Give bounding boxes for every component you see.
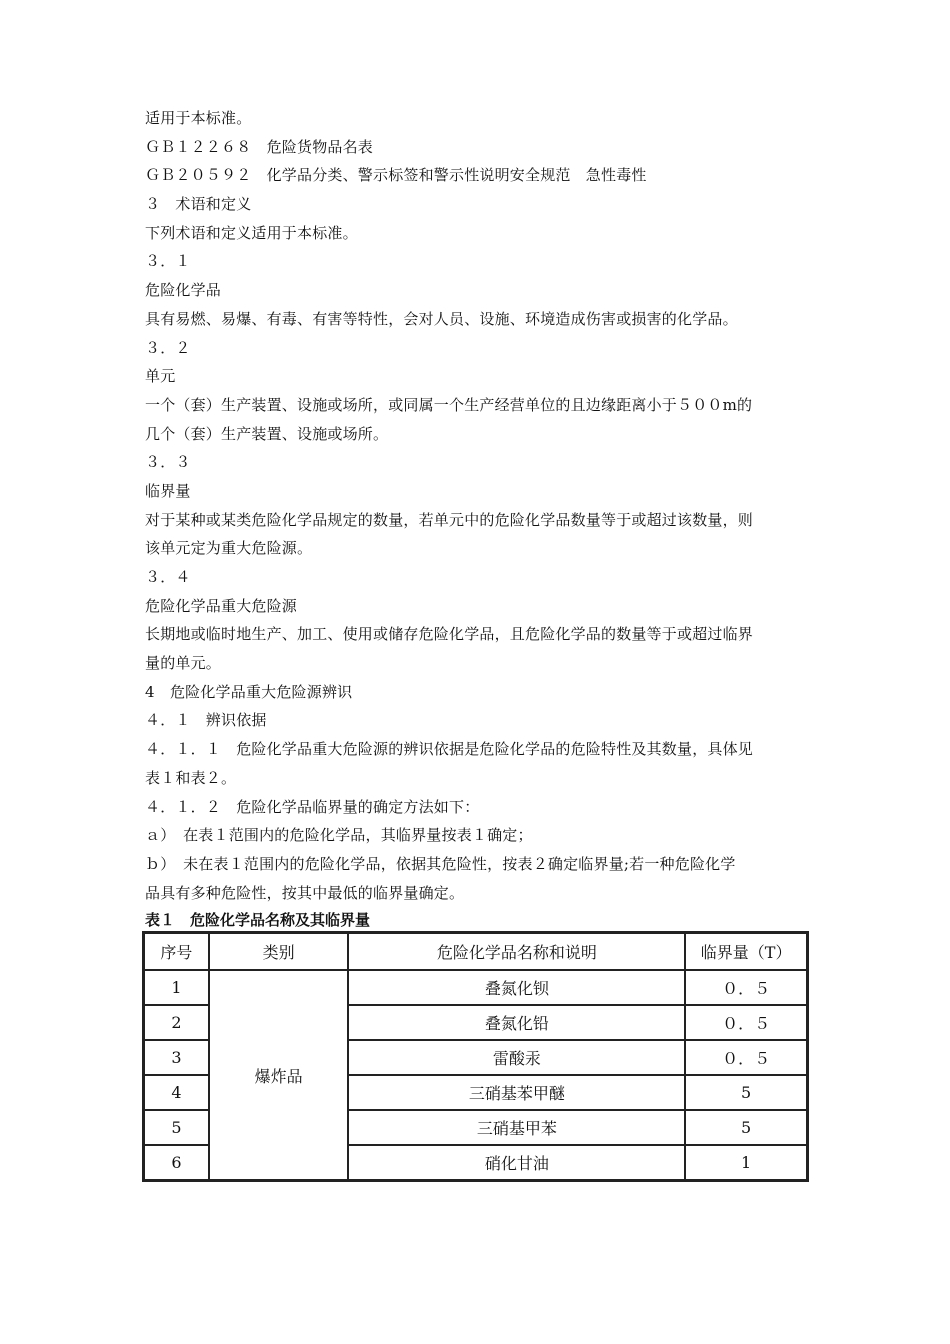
row-number-cell: 6 [144, 1145, 209, 1180]
section-heading: ３ 术语和定义 [145, 195, 252, 214]
term: 临界量 [145, 481, 191, 500]
quantity-cell: ０．５ [685, 1005, 807, 1040]
chemical-name-cell: 叠氮化铅 [348, 1005, 685, 1040]
chemical-name-cell: 叠氮化钡 [348, 970, 685, 1005]
table-row [144, 970, 807, 1005]
term: 单元 [145, 367, 176, 386]
quantity-cell: ０．５ [685, 1040, 807, 1075]
text-line: 该单元定为重大危险源。 [145, 539, 313, 558]
header-cell: 临界量（T） [685, 933, 807, 970]
text-line: ４．１．２ 危险化学品临界量的确定方法如下： [145, 797, 480, 816]
text-line: 长期地或临时地生产、加工、使用或储存危险化学品，且危险化学品的数量等于或超过临界 [145, 625, 754, 644]
text-line: 几个（套）生产装置、设施或场所。 [145, 424, 389, 443]
text-line: ＧＢ１２２６８ 危险货物品名表 [145, 137, 374, 156]
text-line: 具有易燃、易爆、有毒、有害等特性，会对人员、设施、环境造成伤害或损害的化学品。 [145, 309, 738, 328]
row-number-cell: 1 [144, 970, 209, 1005]
category-cell: 爆炸品 [209, 970, 349, 1180]
table-header-row [144, 933, 807, 970]
term: 危险化学品重大危险源 [145, 596, 298, 615]
clause-number: ３．４ [145, 568, 191, 586]
text-line: ４．１．１ 危险化学品重大危险源的辨识依据是危险化学品的危险特性及其数量，具体见 [145, 740, 754, 759]
list-item: ｂ） 未在表１范围内的危险化学品，依据其危险性，按表２确定临界量;若一种危险化学 [145, 854, 736, 873]
text-line: 下列术语和定义适用于本标准。 [145, 223, 358, 242]
quantity-cell: 1 [685, 1145, 807, 1180]
clause-number: ３．２ [145, 338, 191, 357]
text-line: ＧＢ２０５９２ 化学品分类、警示标签和警示性说明安全规范 急性毒性 [145, 166, 647, 185]
chemical-name-cell: 三硝基苯甲醚 [348, 1075, 685, 1110]
subsection-heading: ４．１ 辨识依据 [145, 711, 267, 730]
term: 危险化学品 [145, 281, 222, 300]
row-number-cell: 5 [144, 1110, 209, 1145]
document-body [145, 104, 815, 931]
critical-quantity-table [142, 931, 809, 1182]
quantity-cell: ０．５ [685, 970, 807, 1005]
text-line: 一个（套）生产装置、设施或场所，或同属一个生产经营单位的且边缘距离小于５００m的 [145, 395, 753, 414]
chemical-name-cell: 三硝基甲苯 [348, 1110, 685, 1145]
clause-number: ３．１ [145, 252, 191, 271]
text-line: 量的单元。 [145, 654, 222, 673]
clause-number: ３．３ [145, 453, 191, 472]
chemical-name-cell: 硝化甘油 [348, 1145, 685, 1180]
list-item: ａ） 在表１范围内的危险化学品，其临界量按表１确定； [145, 826, 533, 845]
list-item: 品具有多种危险性，按其中最低的临界量确定。 [145, 883, 465, 902]
row-number-cell: 4 [144, 1075, 209, 1110]
table-caption: 表１ 危险化学品名称及其临界量 [145, 911, 371, 930]
chemical-name-cell: 雷酸汞 [348, 1040, 685, 1075]
quantity-cell: 5 [685, 1075, 807, 1110]
header-cell: 危险化学品名称和说明 [348, 933, 685, 970]
text-line: 对于某种或某类危险化学品规定的数量，若单元中的危险化学品数量等于或超过该数量，则 [145, 510, 754, 529]
row-number-cell: 3 [144, 1040, 209, 1075]
header-cell: 类别 [209, 933, 349, 970]
text-line: 适用于本标准。 [145, 109, 252, 127]
header-cell: 序号 [144, 933, 209, 970]
row-number-cell: 2 [144, 1005, 209, 1040]
quantity-cell: 5 [685, 1110, 807, 1145]
section-heading: 4 危险化学品重大危险源辨识 [145, 682, 353, 701]
text-line: 表１和表２。 [145, 768, 237, 787]
